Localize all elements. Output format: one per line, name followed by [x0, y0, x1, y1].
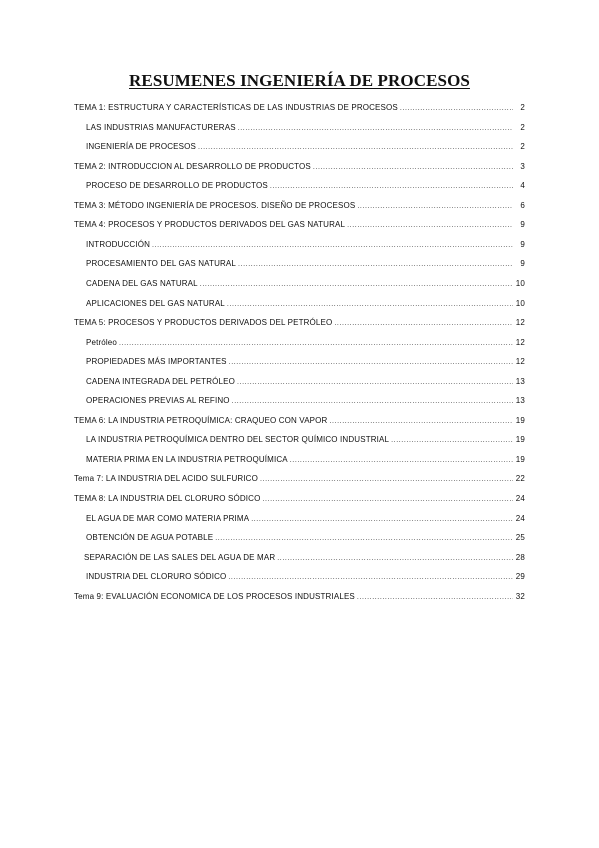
toc-page-number: 22 [515, 474, 525, 484]
toc-entry[interactable] [74, 472, 525, 486]
toc-page-number: 9 [520, 239, 525, 249]
toc-entry[interactable] [86, 238, 525, 252]
toc-leader-dots [347, 219, 513, 233]
toc-leader-dots [215, 532, 513, 546]
toc-leader-dots [400, 102, 513, 116]
toc-page-number: 2 [520, 103, 525, 112]
toc-entry-label: INDUSTRIA DEL CLORURO SÓDICO [86, 572, 227, 582]
toc-entry-label: CADENA INTEGRADA DEL PETRÓLEO [86, 376, 235, 386]
toc-entry-label: TEMA 4: PROCESOS Y PRODUCTOS DERIVADOS DEL GAS NATURAL [74, 220, 346, 230]
toc-page-number: 10 [515, 278, 525, 288]
toc-leader-dots [262, 493, 513, 507]
toc-leader-dots [290, 454, 513, 468]
toc-entry[interactable] [74, 199, 525, 213]
toc-page-number: 19 [515, 454, 525, 464]
toc-entry-label: LAS INDUSTRIAS MANUFACTURERAS [86, 122, 236, 132]
toc-page-number: 13 [515, 376, 525, 386]
toc-page-number: 3 [520, 161, 525, 171]
toc-entry[interactable] [86, 453, 525, 467]
toc-entry[interactable] [86, 512, 525, 526]
toc-entry-label: TEMA 1: ESTRUCTURA Y CARACTERÍSTICAS DE LAS INDUSTRIAS DE PROCESOS [74, 103, 398, 112]
toc-entry[interactable] [86, 433, 525, 447]
toc-leader-dots [260, 473, 513, 487]
toc-entry-label: APLICACIONES DEL GAS NATURAL [86, 298, 225, 308]
toc-page-number: 9 [520, 220, 525, 230]
toc-leader-dots [232, 395, 513, 409]
toc-page-number: 24 [515, 494, 525, 503]
toc-entry-label: LA INDUSTRIA PETROQUÍMICA DENTRO DEL SECTOR QUÍMICO INDUSTRIAL [86, 435, 390, 445]
toc-entry[interactable] [86, 121, 525, 135]
toc-entry-label: TEMA 2: INTRODUCCION AL DESARROLLO DE PRODUCTOS [74, 161, 311, 171]
toc-entry-label: INTRODUCCIÓN [86, 239, 151, 249]
toc-leader-dots [200, 278, 513, 292]
toc-leader-dots [313, 161, 513, 175]
toc-leader-dots [228, 571, 513, 585]
toc-entry[interactable] [74, 414, 525, 428]
toc-entry[interactable] [74, 218, 525, 232]
toc-entry[interactable] [74, 590, 525, 604]
toc-entry[interactable] [86, 570, 525, 584]
toc-entry-label: OPERACIONES PREVIAS AL REFINO [86, 396, 230, 406]
toc-page-number: 6 [520, 200, 525, 210]
toc-leader-dots [391, 434, 513, 448]
toc-entry-label: Tema 7: LA INDUSTRIA DEL ACIDO SULFURICO [74, 474, 258, 484]
toc-page-number: 12 [515, 337, 525, 347]
toc-entry-label: Tema 9: EVALUACIÓN ECONOMICA DE LOS PROCESOS INDUSTRIALES [74, 591, 355, 601]
toc-leader-dots [227, 298, 513, 312]
toc-entry[interactable] [86, 257, 525, 271]
toc-entry[interactable] [86, 179, 525, 193]
toc-entry-label: SEPARACIÓN DE LAS SALES DEL AGUA DE MAR [84, 552, 276, 562]
toc-entry[interactable] [86, 531, 525, 545]
toc-entry[interactable] [86, 336, 525, 350]
toc-entry-label: TEMA 8: LA INDUSTRIA DEL CLORURO SÓDICO [74, 494, 261, 503]
toc-entry[interactable] [84, 551, 525, 565]
toc-entry-label: EL AGUA DE MAR COMO MATERIA PRIMA [86, 513, 250, 523]
toc-entry[interactable] [86, 355, 525, 369]
toc-entry[interactable] [86, 140, 525, 154]
document-title: RESUMENES INGENIERÍA DE PROCESOS [129, 71, 470, 90]
toc-leader-dots [238, 258, 513, 272]
toc-entry[interactable] [74, 316, 525, 330]
toc-page-number: 2 [520, 122, 525, 132]
toc-entry-label: INGENIERÍA DE PROCESOS [86, 142, 196, 152]
toc-page-number: 4 [520, 181, 525, 191]
toc-leader-dots [238, 122, 513, 136]
toc-entry-label: MATERIA PRIMA EN LA INDUSTRIA PETROQUÍMICA [86, 454, 288, 464]
toc-page-number: 25 [515, 533, 525, 543]
toc-leader-dots [152, 239, 513, 253]
toc-entry-label: OBTENCIÓN DE AGUA POTABLE [86, 533, 214, 543]
toc-page-number: 10 [515, 298, 525, 308]
toc-entry-label: Petróleo [86, 337, 117, 347]
toc-entry[interactable] [86, 277, 525, 291]
toc-page-number: 12 [515, 318, 525, 328]
toc-entry-label: TEMA 3: MÉTODO INGENIERÍA DE PROCESOS. DISEÑO DE PROCESOS [74, 200, 356, 210]
toc-page-number: 24 [515, 513, 525, 523]
toc-entry[interactable] [74, 101, 525, 115]
toc-page-number: 19 [515, 435, 525, 445]
toc-leader-dots [229, 356, 513, 370]
toc-leader-dots [329, 415, 513, 429]
toc-leader-dots [277, 552, 513, 566]
toc-entry[interactable] [74, 160, 525, 174]
toc-entry[interactable] [86, 297, 525, 311]
toc-leader-dots [357, 200, 513, 214]
toc-leader-dots [357, 591, 513, 605]
toc-leader-dots [119, 337, 513, 351]
toc-leader-dots [198, 141, 513, 155]
toc-page-number: 13 [515, 396, 525, 406]
toc-page-number: 2 [520, 142, 525, 152]
toc-entry[interactable] [86, 394, 525, 408]
toc-entry-label: PROCESO DE DESARROLLO DE PRODUCTOS [86, 181, 268, 191]
toc-entry-label: CADENA DEL GAS NATURAL [86, 278, 198, 288]
toc-page-number: 29 [515, 572, 525, 582]
toc-leader-dots [237, 376, 513, 390]
toc-page-number: 28 [515, 552, 525, 562]
toc-entry[interactable] [86, 375, 525, 389]
toc-page-number: 32 [515, 591, 525, 601]
toc-entry-label: TEMA 6: LA INDUSTRIA PETROQUÍMICA: CRAQUEO CON VAPOR [74, 415, 328, 425]
toc-leader-dots [334, 317, 513, 331]
toc-entry-label: PROPIEDADES MÁS IMPORTANTES [86, 357, 227, 367]
toc-page-number: 9 [520, 259, 525, 269]
toc-entry-label: TEMA 5: PROCESOS Y PRODUCTOS DERIVADOS DEL PETRÓLEO [74, 318, 333, 328]
toc-page-number: 19 [515, 415, 525, 425]
toc-entry-label: PROCESAMIENTO DEL GAS NATURAL [86, 259, 237, 269]
toc-leader-dots [270, 180, 513, 194]
toc-page-number: 12 [515, 357, 525, 367]
toc-leader-dots [251, 513, 513, 527]
toc-entry[interactable] [74, 492, 525, 506]
